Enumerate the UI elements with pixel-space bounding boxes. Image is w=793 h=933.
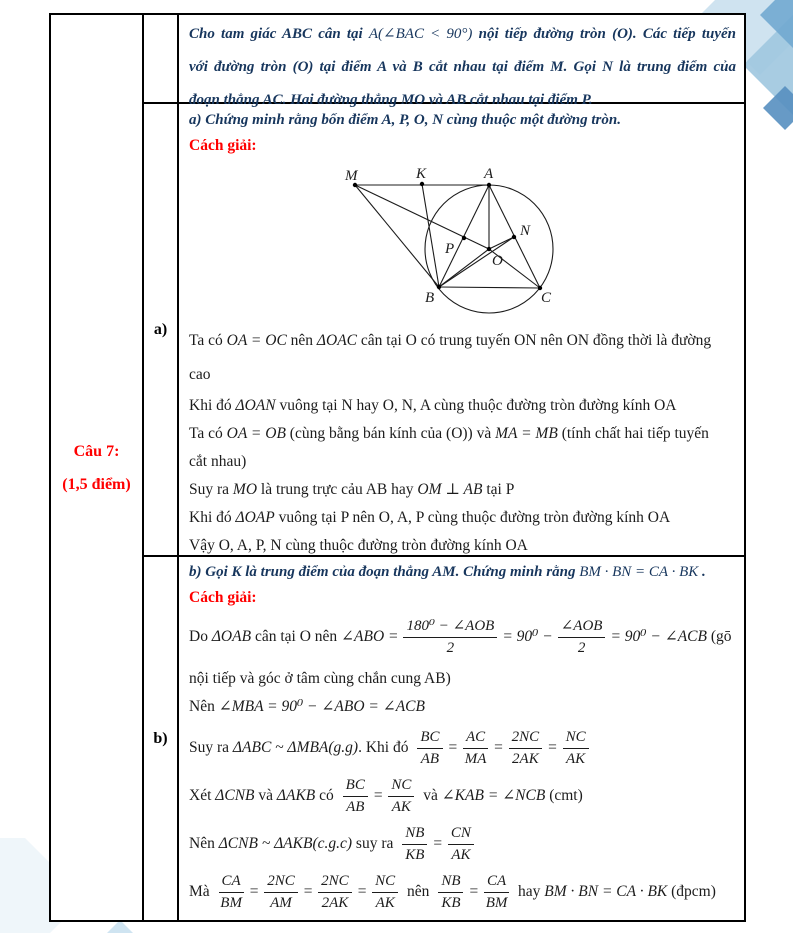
solution-line-a7 [189, 504, 736, 532]
fraction [372, 872, 398, 913]
fraction-numerator: NB [402, 824, 427, 845]
fraction [558, 617, 606, 658]
math-segment: ΔCNB ~ ΔAKB(c.g.c) [218, 835, 353, 853]
figure-label-A: A [484, 166, 494, 182]
section-a-cell [179, 104, 744, 555]
fraction [343, 776, 368, 817]
solution-line-a3 [189, 392, 736, 420]
fraction-numerator: CN [448, 824, 474, 845]
text-segment: (cùng bằng bán kính của (O)) và [285, 425, 496, 442]
fraction [509, 728, 543, 769]
math-segment: OA = OC [226, 332, 287, 349]
fraction-numerator: BC [343, 776, 368, 797]
fraction-denominator: AM [270, 895, 292, 911]
math-segment: = [356, 883, 368, 901]
fraction-numerator: AC [463, 728, 488, 749]
solution-line-a6 [189, 476, 736, 504]
text-segment: a) Chứng minh rằng bốn điểm A, P, O, N cùng thuộc một đường tròn. [189, 112, 621, 128]
part-a-label: a) [153, 320, 168, 338]
fraction-denominator: AK [566, 751, 586, 767]
fraction-numerator: NC [388, 776, 414, 797]
fraction-numerator: 2NC [509, 728, 543, 749]
math-segment: ∠MBA = 90⁰ − ∠ABO = ∠ACB [218, 698, 425, 715]
fraction-numerator: NB [438, 872, 463, 893]
math-segment: = [302, 883, 314, 901]
text-segment: cân tại O nên [251, 628, 342, 646]
fraction [438, 872, 463, 913]
problem-statement-cell [179, 15, 744, 108]
text-segment: Do [189, 628, 212, 646]
fraction-denominator: MA [464, 751, 487, 767]
part-b-label-cell [144, 557, 177, 920]
math-segment: ΔABC ~ ΔMBA(g.g) [232, 739, 359, 757]
fraction [403, 617, 497, 658]
text-segment: cao [189, 366, 211, 383]
figure-label-K: K [416, 166, 427, 182]
solution-line-b7 [189, 872, 736, 913]
segment-BC [439, 287, 540, 288]
question-label-cell [51, 15, 142, 920]
geometry-figure [335, 160, 575, 322]
fraction [318, 872, 352, 913]
fraction-numerator: NC [563, 728, 589, 749]
problem-line-1 [189, 18, 736, 51]
text-segment: vuông tại N hay O, N, A cùng thuộc đường tròn đường kính OA [275, 397, 677, 414]
solution-line-b4 [189, 728, 736, 769]
math-segment: = [493, 739, 504, 757]
math-segment: = [248, 883, 260, 901]
math-segment: BM · BN = CA · BK [579, 564, 699, 580]
fraction-numerator: 2NC [264, 872, 298, 893]
math-segment: = [372, 787, 384, 805]
section-a-method-label: Cách giải: [189, 137, 257, 154]
solution-line-a8 [189, 532, 736, 555]
math-segment: A(∠BAC < 90°) [368, 26, 473, 42]
fraction [563, 728, 589, 769]
solution-line-a1 [189, 324, 736, 358]
fraction-denominator: 2 [446, 640, 455, 656]
fraction-numerator: CA [219, 872, 244, 893]
part-a-label-cell [144, 104, 177, 555]
text-segment: cân tại O có trung tuyến ON nên ON đồng thời là đường [357, 332, 712, 349]
text-segment: nên [403, 883, 434, 901]
text-segment: và [419, 787, 442, 805]
text-segment: Suy ra [189, 481, 233, 498]
question-number: Câu 7: [73, 442, 120, 460]
point-O [487, 247, 491, 251]
fraction-denominator: BM [220, 895, 242, 911]
figure-label-N: N [520, 223, 531, 239]
solution-line-b5 [189, 776, 736, 817]
text-segment: nên [286, 332, 317, 349]
text-segment: Xét [189, 787, 216, 805]
math-segment: ∠ABO = [341, 628, 399, 646]
segment-KB [422, 184, 439, 287]
point-N [512, 235, 516, 239]
figure-label-C: C [541, 290, 552, 306]
fraction-numerator: ∠AOB [558, 617, 606, 638]
answer-table [49, 13, 746, 922]
point-B [437, 285, 441, 289]
solution-line-a5 [189, 448, 736, 476]
text-segment: Ta có [189, 332, 227, 349]
math-segment: MO [232, 481, 258, 498]
text-segment: Khi đó [189, 397, 236, 414]
text-segment: b) Gọi K là trung điểm của đoạn thẳng AM. Chứng minh rằng [189, 564, 580, 580]
fraction-denominator: 2AK [512, 751, 539, 767]
math-segment: = [432, 835, 443, 853]
text-segment: Nên [189, 835, 219, 853]
segment-ON [489, 237, 514, 249]
fraction [448, 824, 474, 865]
fraction-denominator: BM [485, 895, 508, 911]
math-segment: OM ⊥ AB [417, 481, 483, 498]
text-segment: và [254, 787, 277, 805]
math-segment: = 90⁰ − ∠ACB [610, 628, 707, 646]
section-a-heading [189, 108, 736, 133]
solution-line-b3 [189, 693, 736, 721]
text-segment: suy ra [352, 835, 398, 853]
point-K [420, 182, 424, 186]
figure-label-B: B [425, 290, 435, 306]
fraction-numerator: BC [417, 728, 442, 749]
math-segment: OA = OB [226, 425, 286, 442]
math-segment: = [547, 739, 558, 757]
math-segment: ΔOAB [211, 628, 252, 646]
figure-label-M: M [345, 168, 358, 184]
text-segment: có [315, 787, 338, 805]
text-segment: với đường tròn (O) tại điểm A và B cắt nhau tại điểm M. Gọi N là trung điểm của [189, 59, 736, 75]
math-segment: ΔOAC [316, 332, 358, 349]
text-segment: (tính chất hai tiếp tuyến [557, 425, 709, 442]
fraction-denominator: KB [405, 847, 425, 863]
fraction-denominator: AB [420, 751, 440, 767]
math-segment: MA = MB [495, 425, 558, 442]
math-segment: ΔCNB [215, 787, 255, 805]
math-segment: ΔOAN [235, 397, 276, 414]
fraction-denominator: AK [391, 799, 411, 815]
fraction-numerator: CA [484, 872, 509, 893]
math-segment: ΔOAP [235, 509, 275, 526]
section-b-heading [189, 560, 736, 585]
fraction-denominator: 2 [577, 640, 586, 656]
fraction-denominator: AK [451, 847, 471, 863]
math-segment: ΔAKB [276, 787, 316, 805]
text-segment: Suy ra [189, 739, 233, 757]
text-segment: Khi đó [189, 509, 236, 526]
point-P [462, 236, 466, 240]
text-segment: đoạn thẳng AC. Hai đường thẳng MO và AB cắt nhau tại điểm P. [189, 92, 593, 108]
solution-line-b1 [189, 617, 736, 658]
fraction-denominator: KB [441, 895, 461, 911]
math-segment: = [447, 739, 458, 757]
fraction [463, 728, 488, 769]
fraction-numerator: NC [372, 872, 398, 893]
fraction-denominator: AK [375, 895, 395, 911]
text-segment: . [698, 564, 706, 580]
text-segment: nội tiếp và góc ở tâm cùng chắn cung AB) [189, 670, 451, 687]
point-A [487, 183, 491, 187]
text-segment: cắt nhau) [189, 453, 247, 470]
section-b-cell [179, 557, 744, 920]
math-segment: BM · BN = CA · BK [544, 883, 668, 901]
text-segment: nội tiếp đường tròn (O). Các tiếp tuyến [472, 26, 737, 42]
problem-line-2 [189, 51, 736, 84]
solution-line-a2 [189, 358, 736, 392]
fraction [264, 872, 298, 913]
text-segment: (cmt) [545, 787, 583, 805]
fraction-numerator: 2NC [318, 872, 352, 893]
text-segment: vuông tại P nên O, A, P cùng thuộc đường tròn đường kính OA [274, 509, 671, 526]
text-segment: hay [514, 883, 545, 901]
text-segment: Cho tam giác ABC cân tại [189, 26, 369, 42]
math-segment: ∠KAB = ∠NCB [441, 787, 546, 805]
section-b-method-label: Cách giải: [189, 589, 257, 606]
figure-label-O: O [492, 253, 503, 269]
math-segment: = [468, 883, 479, 901]
fraction [402, 824, 427, 865]
fraction [484, 872, 509, 913]
fraction-denominator: AB [346, 799, 365, 815]
question-points: (1,5 điểm) [62, 475, 131, 493]
fraction [417, 728, 442, 769]
text-segment: (đpcm) [667, 883, 716, 901]
part-b-label: b) [153, 729, 168, 747]
fraction [388, 776, 414, 817]
text-segment: Nên [189, 698, 219, 715]
solution-line-b6 [189, 824, 736, 865]
text-segment: tại P [482, 481, 515, 498]
math-segment: = 90⁰ − [502, 628, 553, 646]
text-segment: Mà [189, 883, 214, 901]
solution-line-a4 [189, 420, 736, 448]
solution-line-b2 [189, 665, 736, 693]
text-segment: Ta có [189, 425, 227, 442]
fraction-denominator: 2AK [321, 895, 349, 911]
fraction-numerator: 180⁰ − ∠AOB [403, 617, 497, 638]
text-segment: (gō [707, 628, 732, 646]
fraction [219, 872, 244, 913]
text-segment: . Khi đó [358, 739, 413, 757]
text-segment: Vậy O, A, P, N cùng thuộc đường tròn đường kính OA [189, 537, 528, 554]
segment-MO [355, 185, 489, 249]
figure-label-P: P [445, 241, 455, 257]
text-segment: là trung trực cảu AB hay [257, 481, 418, 498]
